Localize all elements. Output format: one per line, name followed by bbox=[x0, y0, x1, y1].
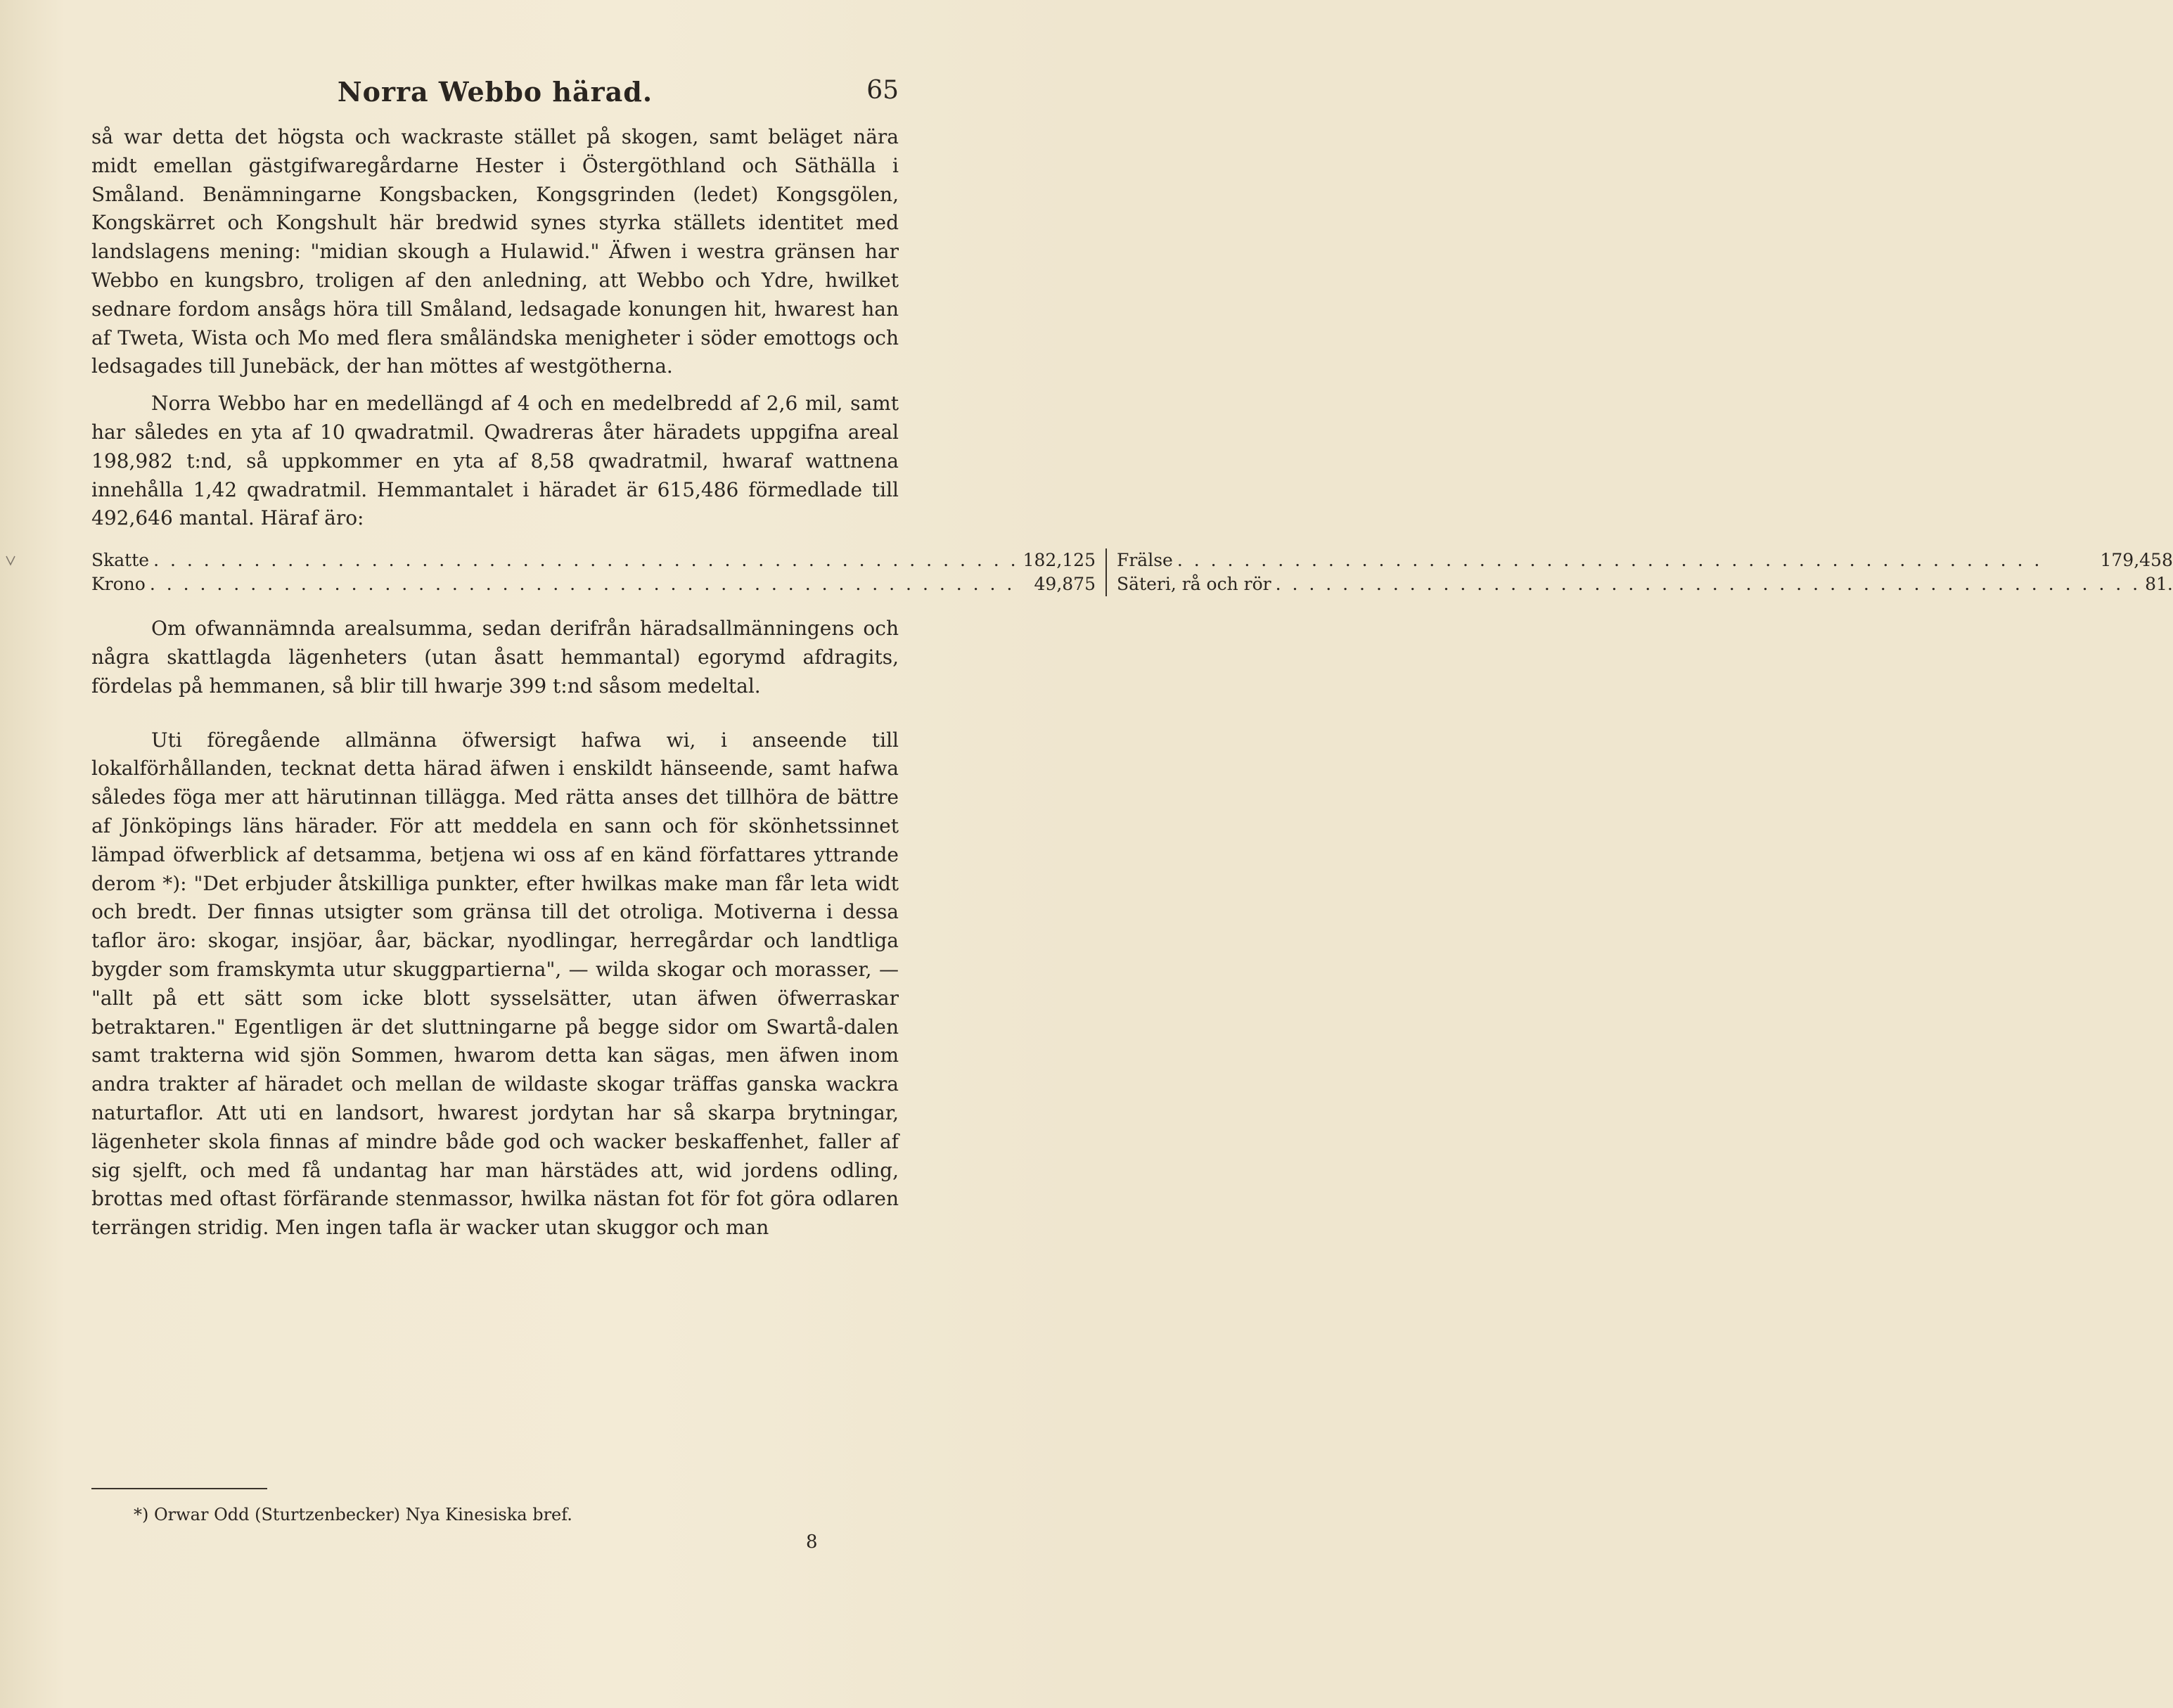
footnote: *) Orwar Odd (Sturtzenbecker) Nya Kinesiska bref. bbox=[134, 1505, 572, 1524]
table-column-right bbox=[1107, 548, 2173, 596]
paragraph-1: så war detta det högsta och wackraste stället på skogen, samt beläget nära midt emellan gästgifwaregårdarne Hester i Östergöthland och Säthälla i Småland. Benämningarne Kongsbacken, Kongsgrinden (ledet) Kongsgölen, Kongskärret och Kongshult här bredwid synes styrka ställets identitet med landslagens mening: "midian skough a Hulawid." Äfwen i westra gränsen har Webbo en kungsbro, troligen af den anledning, att Webbo och Ydre, hwilket sednare fordom ansågs höra till Småland, ledsagade konungen hit, hwarest han af Tweta, Wista och Mo med flera småländska menigheter i söder emottogs och ledsagades till Junebäck, der han möttes af westgötherna. bbox=[91, 125, 899, 378]
hemmantal-table bbox=[91, 548, 2173, 596]
table-row bbox=[1117, 548, 2173, 572]
leader-dots bbox=[153, 548, 1019, 572]
running-header bbox=[91, 76, 899, 111]
table-label: Frälse bbox=[1117, 550, 1173, 571]
table-label: Säteri, rå och rör bbox=[1117, 574, 1271, 595]
table-value: 179,458 bbox=[2100, 550, 2173, 571]
table-row bbox=[91, 572, 1096, 596]
table-value: 49,875 bbox=[1034, 574, 1096, 595]
table-row bbox=[1117, 572, 2173, 596]
leader-dots bbox=[150, 572, 1030, 596]
table-value: 182,125 bbox=[1023, 550, 1096, 571]
table-label: Skatte bbox=[91, 550, 150, 571]
table-label: Krono bbox=[91, 574, 146, 595]
paragraph-3: Om ofwannämnda arealsumma, sedan derifrån häradsallmänningens och några skattlagda lägenheters (utan åsatt hemmantal) egorymd afdragits, fördelas på hemmanen, så blir till hwarje 399 t:nd såsom medeltal. bbox=[91, 617, 899, 698]
table-column-left bbox=[91, 548, 1107, 596]
margin-mark-icon bbox=[6, 556, 15, 565]
body-text bbox=[91, 123, 2173, 1243]
leader-dots bbox=[1276, 572, 2141, 596]
table-row bbox=[91, 548, 1096, 572]
page-header-title: Norra Webbo härad. bbox=[337, 76, 653, 108]
page-number: 65 bbox=[866, 76, 899, 105]
signature-mark: 8 bbox=[806, 1532, 818, 1553]
footnote-divider bbox=[91, 1488, 267, 1489]
paragraph-4: Uti föregående allmänna öfwersigt hafwa wi, i anseende till lokalförhållanden, tecknat detta härad äfwen i enskildt hänseende, samt hafwa således föga mer att härutinnan tillägga. Med rätta anses det tillhöra de bättre af Jönköpings läns härader. För att meddela en sann och för skönhetssinnet lämpad öfwerblick af detsamma, betjena wi oss af en känd författares yttrande derom *): "Det erbjuder åtskilliga punkter, efter hwilkas make man får leta widt och bredt. Der finnas utsigter som gränsa till det otroliga. Motiverna i dessa taflor äro: skogar, insjöar, åar, bäckar, nyodlingar, herregårdar och landtliga bygder som framskymta utur skuggpartierna", — wilda skogar och morasser, — "allt på ett sätt som icke blott sysselsätter, utan äfwen öfwerraskar betraktaren." Egentligen är det sluttningarne på begge sidor om Swartå-dalen samt trakterna wid sjön Sommen, hwarom detta kan sägas, men äfwen inom andra trakter af häradet och mellan de wildaste skogar träffas ganska wackra naturtaflor. Att uti en landsort, hwarest jordytan har så skarpa brytningar, lägenheter skola finnas af mindre både god och wacker beskaffenhet, faller af sig sjelft, och med få undantag har man härstädes att, wid jordens odling, brottas med oftast förfärande stenmassor, hwilka nästan fot för fot göra odlaren terrängen stridig. Men ingen tafla är wacker utan skuggor och man bbox=[91, 728, 899, 1240]
leader-dots bbox=[1177, 548, 2096, 572]
paragraph-2: Norra Webbo har en medellängd af 4 och en medelbredd af 2,6 mil, samt har således en yta af 10 qwadratmil. Qwadreras åter häradets uppgifna areal 198,982 t:nd, så uppkommer en yta af 8,58 qwadratmil, hwaraf wattnena innehålla 1,42 qwadratmil. Hemmantalet i häradet är 615,486 förmedlade till 492,646 mantal. Häraf äro: bbox=[91, 392, 899, 530]
table-value: 81. bbox=[2145, 574, 2173, 595]
